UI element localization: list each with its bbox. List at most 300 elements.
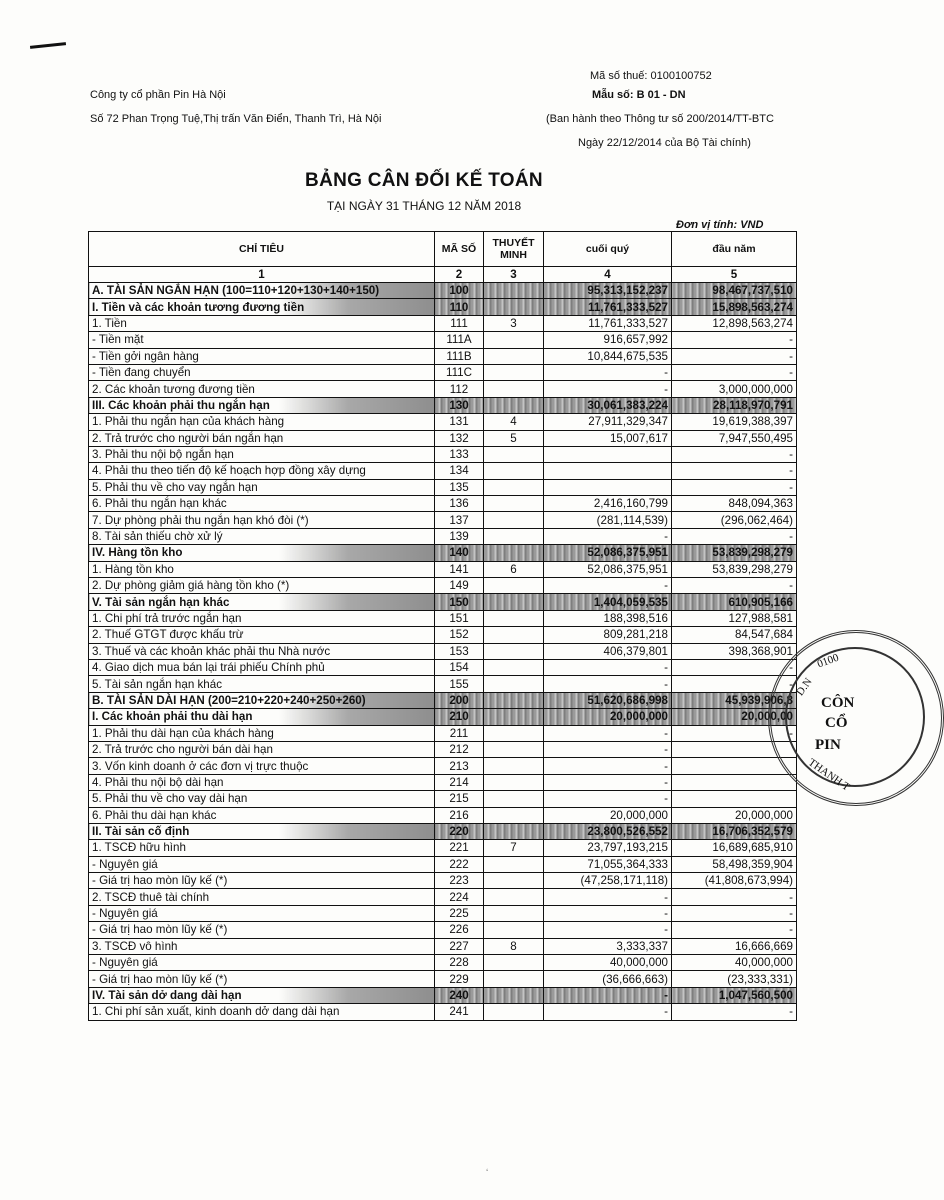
row-label: 6. Phải thu ngắn hạn khác — [89, 496, 435, 512]
company-address: Số 72 Phan Trọng Tuệ,Thị trấn Văn Điển, Thanh Trì, Hà Nội — [90, 113, 382, 125]
scan-mark — [30, 42, 66, 49]
row-start-year: - — [672, 659, 797, 675]
row-label: IV. Hàng tồn kho — [89, 545, 435, 561]
row-note: 6 — [484, 561, 544, 577]
row-label: 5. Tài sản ngắn hạn khác — [89, 676, 435, 692]
row-note — [484, 889, 544, 905]
row-end-period: 52,086,375,951 — [544, 545, 672, 561]
row-note — [484, 578, 544, 594]
row-start-year: - — [672, 348, 797, 364]
row-note — [484, 512, 544, 528]
row-label: 1. Chi phí sản xuất, kinh doanh dở dang dài hạn — [89, 1004, 435, 1020]
row-start-year: 53,839,298,279 — [672, 561, 797, 577]
row-label: 4. Phải thu theo tiến độ kế hoạch hợp đồng xây dựng — [89, 463, 435, 479]
row-note — [484, 807, 544, 823]
table-row — [89, 627, 797, 643]
row-note — [484, 758, 544, 774]
seal-left-text: D.N — [794, 675, 815, 699]
row-label: 2. Các khoản tương đương tiền — [89, 381, 435, 397]
row-code: 212 — [435, 741, 484, 757]
row-start-year: 20,000,000 — [672, 807, 797, 823]
table-row — [89, 807, 797, 823]
row-label: 3. TSCĐ vô hình — [89, 938, 435, 954]
table-row — [89, 873, 797, 889]
row-code: 139 — [435, 528, 484, 544]
row-code: 149 — [435, 578, 484, 594]
row-start-year: 7,947,550,495 — [672, 430, 797, 446]
row-start-year: 19,619,388,397 — [672, 414, 797, 430]
row-end-period: - — [544, 905, 672, 921]
row-note: 5 — [484, 430, 544, 446]
row-note — [484, 381, 544, 397]
row-note: 8 — [484, 938, 544, 954]
row-label: 1. Hàng tồn kho — [89, 561, 435, 577]
row-start-year: - — [672, 332, 797, 348]
row-code: 220 — [435, 823, 484, 839]
row-start-year: (41,808,673,994) — [672, 873, 797, 889]
row-note — [484, 905, 544, 921]
table-row — [89, 823, 797, 839]
page-title: BẢNG CÂN ĐỐI KẾ TOÁN — [305, 170, 543, 191]
row-note — [484, 987, 544, 1003]
row-start-year: - — [672, 889, 797, 905]
row-end-period: 20,000,000 — [544, 807, 672, 823]
row-start-year: 20,000,00 — [672, 709, 797, 725]
row-code: 137 — [435, 512, 484, 528]
row-label: - Nguyên giá — [89, 955, 435, 971]
row-start-year: 53,839,298,279 — [672, 545, 797, 561]
row-end-period: 10,844,675,535 — [544, 348, 672, 364]
table-row — [89, 709, 797, 725]
row-label: 4. Giao dịch mua bán lại trái phiếu Chính phủ — [89, 659, 435, 675]
row-end-period: (281,114,539) — [544, 512, 672, 528]
row-start-year: 16,689,685,910 — [672, 840, 797, 856]
row-note — [484, 709, 544, 725]
row-code: 154 — [435, 659, 484, 675]
table-row — [89, 299, 797, 315]
row-label: 1. TSCĐ hữu hình — [89, 840, 435, 856]
row-code: 222 — [435, 856, 484, 872]
row-end-period: - — [544, 774, 672, 790]
row-code: 221 — [435, 840, 484, 856]
row-end-period: 71,055,364,333 — [544, 856, 672, 872]
row-start-year: (296,062,464) — [672, 512, 797, 528]
row-label: 2. Trả trước cho người bán dài hạn — [89, 741, 435, 757]
seal-line-1: CÔN — [821, 695, 855, 711]
row-note — [484, 1004, 544, 1020]
row-note — [484, 692, 544, 708]
row-start-year: 3,000,000,000 — [672, 381, 797, 397]
row-code: 214 — [435, 774, 484, 790]
table-row — [89, 578, 797, 594]
row-start-year: - — [672, 922, 797, 938]
row-end-period: 2,416,160,799 — [544, 496, 672, 512]
table-row — [89, 1004, 797, 1020]
row-note — [484, 283, 544, 299]
table-row — [89, 856, 797, 872]
row-label: 2. TSCĐ thuê tài chính — [89, 889, 435, 905]
row-code: 227 — [435, 938, 484, 954]
row-label: 2. Trả trước cho người bán ngắn hạn — [89, 430, 435, 446]
row-start-year: 398,368,901 — [672, 643, 797, 659]
row-note — [484, 856, 544, 872]
row-start-year: - — [672, 446, 797, 462]
row-end-period: 23,797,193,215 — [544, 840, 672, 856]
row-start-year: 58,498,359,904 — [672, 856, 797, 872]
row-note — [484, 364, 544, 380]
row-code: 152 — [435, 627, 484, 643]
row-code: 213 — [435, 758, 484, 774]
table-row — [89, 774, 797, 790]
table-row — [89, 955, 797, 971]
row-note — [484, 594, 544, 610]
table-row — [89, 364, 797, 380]
row-end-period: - — [544, 578, 672, 594]
table-row — [89, 987, 797, 1003]
table-row — [89, 528, 797, 544]
table-header-row — [89, 232, 797, 267]
row-end-period: 406,379,801 — [544, 643, 672, 659]
row-label: 2. Dự phòng giảm giá hàng tồn kho (*) — [89, 578, 435, 594]
col-num-1: 1 — [89, 267, 435, 283]
row-code: 224 — [435, 889, 484, 905]
row-note — [484, 446, 544, 462]
row-start-year: - — [672, 1004, 797, 1020]
row-end-period: - — [544, 364, 672, 380]
row-end-period: 188,398,516 — [544, 610, 672, 626]
row-label: 1. Tiền — [89, 315, 435, 331]
row-label: I. Các khoản phải thu dài hạn — [89, 709, 435, 725]
seal-bottom-text: THANH T — [805, 756, 852, 794]
row-end-period: 809,281,218 — [544, 627, 672, 643]
row-start-year: 84,547,684 — [672, 627, 797, 643]
row-note — [484, 791, 544, 807]
header-code: MÃ SỐ — [435, 232, 484, 267]
tax-code: Mã số thuế: 0100100752 — [590, 70, 712, 82]
row-start-year: 45,939,906,8 — [672, 692, 797, 708]
row-end-period: 11,761,333,527 — [544, 299, 672, 315]
row-end-period: - — [544, 725, 672, 741]
row-note — [484, 332, 544, 348]
table-row — [89, 332, 797, 348]
row-label: A. TÀI SẢN NGẮN HẠN (100=110+120+130+140+150) — [89, 283, 435, 299]
row-code: 155 — [435, 676, 484, 692]
row-code: 111 — [435, 315, 484, 331]
table-row — [89, 643, 797, 659]
row-note: 7 — [484, 840, 544, 856]
issued-by: (Ban hành theo Thông tư số 200/2014/TT-BTC — [546, 113, 774, 125]
row-code: 111B — [435, 348, 484, 364]
row-label: - Nguyên giá — [89, 856, 435, 872]
row-end-period: - — [544, 676, 672, 692]
row-start-year: 40,000,000 — [672, 955, 797, 971]
row-code: 132 — [435, 430, 484, 446]
row-code: 151 — [435, 610, 484, 626]
row-label: - Tiền đang chuyển — [89, 364, 435, 380]
row-code: 100 — [435, 283, 484, 299]
row-code: 241 — [435, 1004, 484, 1020]
row-start-year: - — [672, 479, 797, 495]
row-label: 5. Phải thu về cho vay ngắn hạn — [89, 479, 435, 495]
row-label: - Giá trị hao mòn lũy kế (*) — [89, 922, 435, 938]
table-row — [89, 414, 797, 430]
balance-sheet-table — [88, 231, 797, 1021]
row-end-period: (47,258,171,118) — [544, 873, 672, 889]
row-start-year — [672, 774, 797, 790]
column-number-row — [89, 267, 797, 283]
row-label: 2. Thuế GTGT được khấu trừ — [89, 627, 435, 643]
row-code: 215 — [435, 791, 484, 807]
row-note — [484, 496, 544, 512]
row-label: B. TÀI SẢN DÀI HẠN (200=210+220+240+250+260) — [89, 692, 435, 708]
row-note — [484, 545, 544, 561]
row-start-year: 12,898,563,274 — [672, 315, 797, 331]
row-note — [484, 922, 544, 938]
row-code: 136 — [435, 496, 484, 512]
row-label: - Giá trị hao mòn lũy kế (*) — [89, 971, 435, 987]
row-label: 1. Phải thu dài hạn của khách hàng — [89, 725, 435, 741]
row-code: 226 — [435, 922, 484, 938]
row-note — [484, 528, 544, 544]
page-subtitle: TẠI NGÀY 31 THÁNG 12 NĂM 2018 — [326, 199, 522, 213]
table-row — [89, 741, 797, 757]
row-note — [484, 659, 544, 675]
table-row — [89, 905, 797, 921]
row-code: 141 — [435, 561, 484, 577]
form-number: Mẫu số: B 01 - DN — [592, 89, 686, 101]
row-note — [484, 971, 544, 987]
row-end-period: 30,061,383,224 — [544, 397, 672, 413]
table-row — [89, 594, 797, 610]
table-row — [89, 676, 797, 692]
row-code: 223 — [435, 873, 484, 889]
row-note — [484, 610, 544, 626]
row-label: 3. Thuế và các khoản khác phải thu Nhà nước — [89, 643, 435, 659]
seal-line-2: CỔ — [825, 715, 848, 731]
row-end-period: 15,007,617 — [544, 430, 672, 446]
table-row — [89, 283, 797, 299]
row-label: 1. Phải thu ngắn hạn của khách hàng — [89, 414, 435, 430]
table-row — [89, 971, 797, 987]
row-code: 111A — [435, 332, 484, 348]
table-row — [89, 840, 797, 856]
row-start-year: (23,333,331) — [672, 971, 797, 987]
row-label: 7. Dự phòng phải thu ngắn hạn khó đòi (*) — [89, 512, 435, 528]
row-code: 153 — [435, 643, 484, 659]
row-code: 130 — [435, 397, 484, 413]
row-code: 133 — [435, 446, 484, 462]
row-code: 228 — [435, 955, 484, 971]
row-start-year: 28,118,970,791 — [672, 397, 797, 413]
row-note — [484, 725, 544, 741]
table-row — [89, 725, 797, 741]
row-label: 3. Phải thu nội bộ ngắn hạn — [89, 446, 435, 462]
col-num-5: 5 — [672, 267, 797, 283]
row-code: 229 — [435, 971, 484, 987]
row-end-period: 20,000,000 — [544, 709, 672, 725]
row-note — [484, 823, 544, 839]
row-label: III. Các khoản phải thu ngắn hạn — [89, 397, 435, 413]
row-note — [484, 676, 544, 692]
row-label: - Nguyên giá — [89, 905, 435, 921]
row-start-year: 1,047,560,500 — [672, 987, 797, 1003]
row-end-period: - — [544, 741, 672, 757]
row-start-year: - — [672, 364, 797, 380]
row-code: 200 — [435, 692, 484, 708]
row-end-period: (36,666,663) — [544, 971, 672, 987]
table-body — [89, 283, 797, 1021]
row-end-period: 40,000,000 — [544, 955, 672, 971]
row-start-year: 98,467,737,510 — [672, 283, 797, 299]
seal-top-text: 0100 — [815, 651, 841, 671]
row-start-year: 610,905,166 — [672, 594, 797, 610]
table-row — [89, 545, 797, 561]
row-note — [484, 873, 544, 889]
currency-unit: Đơn vị tính: VND — [676, 219, 764, 231]
row-label: 5. Phải thu về cho vay dài hạn — [89, 791, 435, 807]
row-start-year: - — [672, 676, 797, 692]
row-note — [484, 643, 544, 659]
header-start-year: đầu năm — [672, 232, 797, 267]
row-end-period: - — [544, 791, 672, 807]
table-row — [89, 889, 797, 905]
table-row — [89, 561, 797, 577]
scan-speck: ʻ — [486, 1168, 489, 1179]
row-note — [484, 741, 544, 757]
row-end-period: 916,657,992 — [544, 332, 672, 348]
header-note — [484, 232, 544, 267]
row-start-year: 15,898,563,274 — [672, 299, 797, 315]
row-note: 4 — [484, 414, 544, 430]
row-end-period — [544, 446, 672, 462]
row-end-period: 27,911,329,347 — [544, 414, 672, 430]
row-start-year: 16,666,669 — [672, 938, 797, 954]
header-end-period: cuối quý — [544, 232, 672, 267]
row-code: 150 — [435, 594, 484, 610]
row-code: 131 — [435, 414, 484, 430]
seal-line-3: PIN — [815, 737, 841, 753]
row-note — [484, 397, 544, 413]
row-end-period: - — [544, 381, 672, 397]
row-code: 135 — [435, 479, 484, 495]
table-row — [89, 922, 797, 938]
row-start-year — [672, 791, 797, 807]
row-label: - Tiền gởi ngân hàng — [89, 348, 435, 364]
row-note — [484, 348, 544, 364]
row-end-period: 1,404,059,535 — [544, 594, 672, 610]
table-row — [89, 659, 797, 675]
table-row — [89, 446, 797, 462]
row-note — [484, 627, 544, 643]
row-note — [484, 955, 544, 971]
table-row — [89, 348, 797, 364]
row-label: I. Tiền và các khoản tương đương tiền — [89, 299, 435, 315]
row-start-year: 16,706,352,579 — [672, 823, 797, 839]
table-row — [89, 479, 797, 495]
row-end-period: 11,761,333,527 — [544, 315, 672, 331]
row-label: 3. Vốn kinh doanh ở các đơn vị trực thuộc — [89, 758, 435, 774]
row-note — [484, 479, 544, 495]
row-start-year: - — [672, 905, 797, 921]
row-start-year: 127,988,581 — [672, 610, 797, 626]
row-end-period: - — [544, 1004, 672, 1020]
row-code: 211 — [435, 725, 484, 741]
row-note — [484, 774, 544, 790]
row-label: 6. Phải thu dài hạn khác — [89, 807, 435, 823]
row-start-year: - — [672, 463, 797, 479]
row-end-period — [544, 479, 672, 495]
table-row — [89, 791, 797, 807]
row-label: 4. Phải thu nội bộ dài hạn — [89, 774, 435, 790]
table-row — [89, 381, 797, 397]
company-name: Công ty cổ phần Pin Hà Nội — [90, 89, 226, 101]
col-num-3: 3 — [484, 267, 544, 283]
table-row — [89, 692, 797, 708]
table-row — [89, 938, 797, 954]
row-start-year — [672, 758, 797, 774]
row-end-period: - — [544, 659, 672, 675]
row-end-period: 3,333,337 — [544, 938, 672, 954]
header-item: CHỈ TIÊU — [89, 232, 435, 267]
table-row — [89, 463, 797, 479]
col-num-4: 4 — [544, 267, 672, 283]
row-code: 111C — [435, 364, 484, 380]
row-start-year: - — [672, 578, 797, 594]
table-row — [89, 496, 797, 512]
table-row — [89, 610, 797, 626]
row-code: 112 — [435, 381, 484, 397]
row-note — [484, 463, 544, 479]
row-end-period: 23,800,526,552 — [544, 823, 672, 839]
row-label: II. Tài sản cố định — [89, 823, 435, 839]
row-label: V. Tài sản ngắn hạn khác — [89, 594, 435, 610]
header-note-line1: THUYẾT — [492, 237, 535, 249]
row-code: 210 — [435, 709, 484, 725]
row-end-period: 95,313,152,237 — [544, 283, 672, 299]
row-end-period: - — [544, 758, 672, 774]
row-label: - Giá trị hao mòn lũy kế (*) — [89, 873, 435, 889]
col-num-2: 2 — [435, 267, 484, 283]
row-code: 216 — [435, 807, 484, 823]
row-end-period: 51,620,686,998 — [544, 692, 672, 708]
row-label: IV. Tài sản dở dang dài hạn — [89, 987, 435, 1003]
table-row — [89, 315, 797, 331]
row-label: - Tiền mặt — [89, 332, 435, 348]
row-label: 1. Chi phí trả trước ngắn hạn — [89, 610, 435, 626]
row-code: 240 — [435, 987, 484, 1003]
row-end-period: 52,086,375,951 — [544, 561, 672, 577]
row-start-year: - — [672, 528, 797, 544]
row-code: 140 — [435, 545, 484, 561]
header-note-line2: MINH — [500, 249, 527, 261]
issued-date: Ngày 22/12/2014 của Bộ Tài chính) — [578, 137, 751, 149]
row-end-period — [544, 463, 672, 479]
row-label: 8. Tài sản thiếu chờ xử lý — [89, 528, 435, 544]
table-row — [89, 512, 797, 528]
row-end-period: - — [544, 922, 672, 938]
row-code: 134 — [435, 463, 484, 479]
table-row — [89, 758, 797, 774]
company-seal — [768, 630, 944, 806]
row-start-year: - — [672, 725, 797, 741]
row-end-period: - — [544, 987, 672, 1003]
row-note: 3 — [484, 315, 544, 331]
row-note — [484, 299, 544, 315]
table-row — [89, 397, 797, 413]
row-end-period: - — [544, 889, 672, 905]
row-code: 225 — [435, 905, 484, 921]
row-code: 110 — [435, 299, 484, 315]
